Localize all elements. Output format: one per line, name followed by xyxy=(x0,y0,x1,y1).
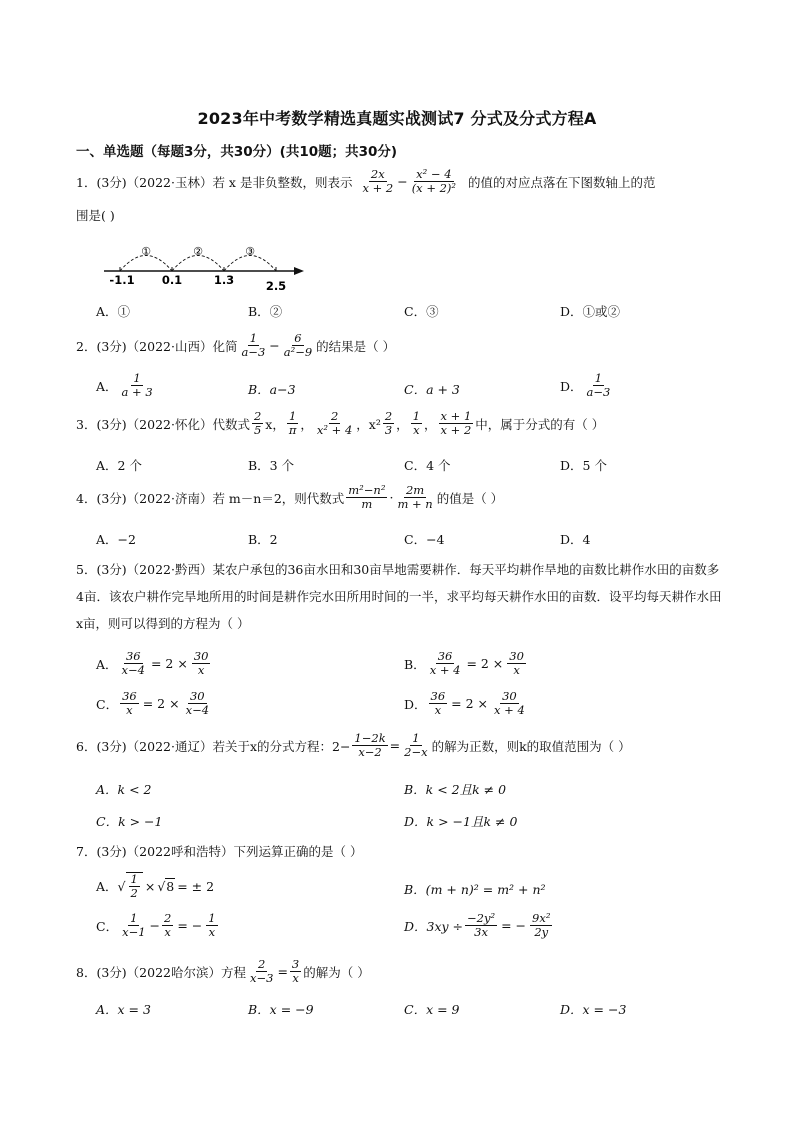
q4-option-d[interactable]: D．4 xyxy=(560,532,591,547)
q8-option-b[interactable]: B．x = −9 xyxy=(248,1002,314,1017)
q1-option-b[interactable]: B．② xyxy=(248,304,283,319)
q2-option-b[interactable]: B．a−3 xyxy=(248,382,296,397)
q7-option-d[interactable]: D．3xy ÷ $\frac{\text{−2y²}}{3x}$ = − $\frac{\text{9x²}}{2y}$ xyxy=(404,911,551,939)
q6-option-d[interactable]: D．k > −1且k ≠ 0 xyxy=(404,814,518,829)
q8-option-a[interactable]: A．x = 3 xyxy=(96,1002,151,1017)
q2-frac1: $\frac{1}{a-3}$ xyxy=(241,331,266,359)
q2-option-a[interactable]: A． $\frac{1}{a + 3}$ xyxy=(96,371,153,399)
q8-option-d[interactable]: D．x = −3 xyxy=(560,1002,627,1017)
arc-label-1: ① xyxy=(141,245,151,258)
q5-option-a[interactable]: A． $\frac{36}{x-4}$ = 2 × $\frac{30}{x}$ xyxy=(96,649,209,677)
question-7: 7．(3分)（2022呼和浩特）下列运算正确的是（ ） xyxy=(76,844,363,859)
q4-option-b[interactable]: B．2 xyxy=(248,532,278,547)
question-6: 6．(3分)（2022·通辽）若关于x的分式方程：2− $\frac{1-2k}{x-2}$ = $\frac{1}{2-x}$ 的解为正数，则k的取值范围为（ ） xyxy=(76,731,631,759)
q6-option-a[interactable]: A．k < 2 xyxy=(96,782,152,797)
q3-suffix: 中，属于分式的有（ ） xyxy=(475,416,605,432)
q1-suffix: 的值的对应点落在下图数轴上的范 xyxy=(468,174,656,190)
q2-suffix: 的结果是（ ） xyxy=(316,338,396,354)
q3-option-b[interactable]: B．3 个 xyxy=(248,458,295,473)
arc-label-2: ② xyxy=(193,245,203,258)
q8-prefix: 8．(3分)（2022哈尔滨）方程 xyxy=(76,964,246,980)
q1-option-c[interactable]: C．③ xyxy=(404,304,439,319)
arc-label-3: ③ xyxy=(245,245,255,258)
question-1 xyxy=(76,168,656,195)
q4-option-c[interactable]: C．−4 xyxy=(404,532,445,547)
q2-minus: − xyxy=(269,338,280,353)
q4-option-a[interactable]: A．−2 xyxy=(96,532,136,547)
q3-option-d[interactable]: D．5 个 xyxy=(560,458,607,473)
q2-option-d[interactable]: D． $\frac{1}{a-3}$ xyxy=(560,371,611,399)
q5-option-d[interactable]: D． $\frac{36}{x}$ = 2 × $\frac{30}{x + 4}$ xyxy=(404,689,525,717)
q1-line2: 围是( ) xyxy=(76,208,115,223)
q2-prefix: 2．(3分)（2022·山西）化简 xyxy=(76,338,238,354)
q6-prefix: 6．(3分)（2022·通辽）若关于x的分式方程：2− xyxy=(76,738,351,754)
q6-suffix: 的解为正数，则k的取值范围为（ ） xyxy=(431,738,631,754)
axis-label-3: 1.3 xyxy=(213,273,235,287)
question-4: 4．(3分)（2022·济南）若 m－n＝2，则代数式 $\frac{\text{m²−n²}}{m}$ · $\frac{2m}{m + n}$ 的值是（ ） xyxy=(76,483,504,511)
q4-prefix: 4．(3分)（2022·济南）若 m－n＝2，则代数式 xyxy=(76,490,345,506)
q7-option-c[interactable]: C． $\frac{1}{x-1}$ − $\frac{2}{x}$ = − $\frac{1}{x}$ xyxy=(96,911,216,939)
q7-option-a[interactable]: A． √ $\frac{1}{2}$ × √ 8 = ± 2 xyxy=(96,872,215,900)
q3-option-a[interactable]: A．2 个 xyxy=(96,458,142,473)
page-title: 2023年中考数学精选真题实战测试7 分式及分式方程A xyxy=(197,109,597,128)
q1-minus: − xyxy=(397,174,408,189)
q1-frac1: $\frac{2x}{x + 2}$ xyxy=(362,167,394,195)
q1-option-d[interactable]: D．①或② xyxy=(560,304,621,319)
number-line-figure xyxy=(100,238,340,294)
q8-option-c[interactable]: C．x = 9 xyxy=(404,1002,460,1017)
q6-option-c[interactable]: C．k > −1 xyxy=(96,814,163,829)
axis-label-1: -1.1 xyxy=(109,273,135,287)
q5-option-c[interactable]: C． $\frac{36}{x}$ = 2 × $\frac{30}{x-4}$ xyxy=(96,689,210,717)
question-2 xyxy=(76,332,395,359)
q3-option-c[interactable]: C．4 个 xyxy=(404,458,451,473)
question-3: 3．(3分)（2022·怀化）代数式 $\frac{2}{5}$ x， $\frac{1}{\pi}$ ， $\frac{2}{\text{x² + 4}}$ ，x² $\frac{2}{3}$ ， $\frac{1}{x}$ ， $\frac{x + 1}{x + 2}$ 中，属于分式的有（ ） xyxy=(76,409,605,437)
q6-option-b[interactable]: B．k < 2且k ≠ 0 xyxy=(404,782,507,797)
q2-frac2: $\frac{6}{\text{a²−9}}$ xyxy=(283,331,313,359)
q3-prefix: 3．(3分)（2022·怀化）代数式 xyxy=(76,416,250,432)
question-5: 5．(3分)（2022·黔西）某农户承包的36亩水田和30亩旱地需要耕作．每天平均耕作旱地的亩数比耕作水田的亩数多4亩．该农户耕作完旱地所用的时间是耕作完水田所用时间的一半，求平均每天耕作水田的亩数．设平均每天耕作水田x亩，则可以得到的方程为（ ） xyxy=(76,562,722,631)
q5-option-b[interactable]: B． $\frac{36}{x + 4}$ = 2 × $\frac{30}{x}$ xyxy=(404,649,524,677)
axis-label-2: 0.1 xyxy=(161,273,183,287)
q1-prefix: 1．(3分)（2022·玉林）若 x 是非负整数，则表示 xyxy=(76,174,353,190)
q2-option-c[interactable]: C．a + 3 xyxy=(404,382,460,397)
axis-label-4: 2.5 xyxy=(265,279,287,293)
sqrt-icon: √ 8 xyxy=(157,878,175,894)
section-heading: 一、单选题（每题3分，共30分）(共10题；共30分) xyxy=(76,144,398,160)
q7-option-b[interactable]: B．(m + n)² = m² + n² xyxy=(404,882,546,897)
q1-frac2: $\frac{\text{x² − 4}}{\text{(x + 2)²}}$ xyxy=(411,167,457,195)
q8-suffix: 的解为（ ） xyxy=(303,964,370,980)
question-8: 8．(3分)（2022哈尔滨）方程 $\frac{2}{x-3}$ = $\frac{3}{x}$ 的解为（ ） xyxy=(76,957,370,985)
sqrt-icon: √ $\frac{1}{2}$ xyxy=(118,872,143,900)
q4-suffix: 的值是（ ） xyxy=(436,490,504,506)
axis-arrow-icon xyxy=(294,267,304,275)
q1-option-a[interactable]: A．① xyxy=(96,304,131,319)
